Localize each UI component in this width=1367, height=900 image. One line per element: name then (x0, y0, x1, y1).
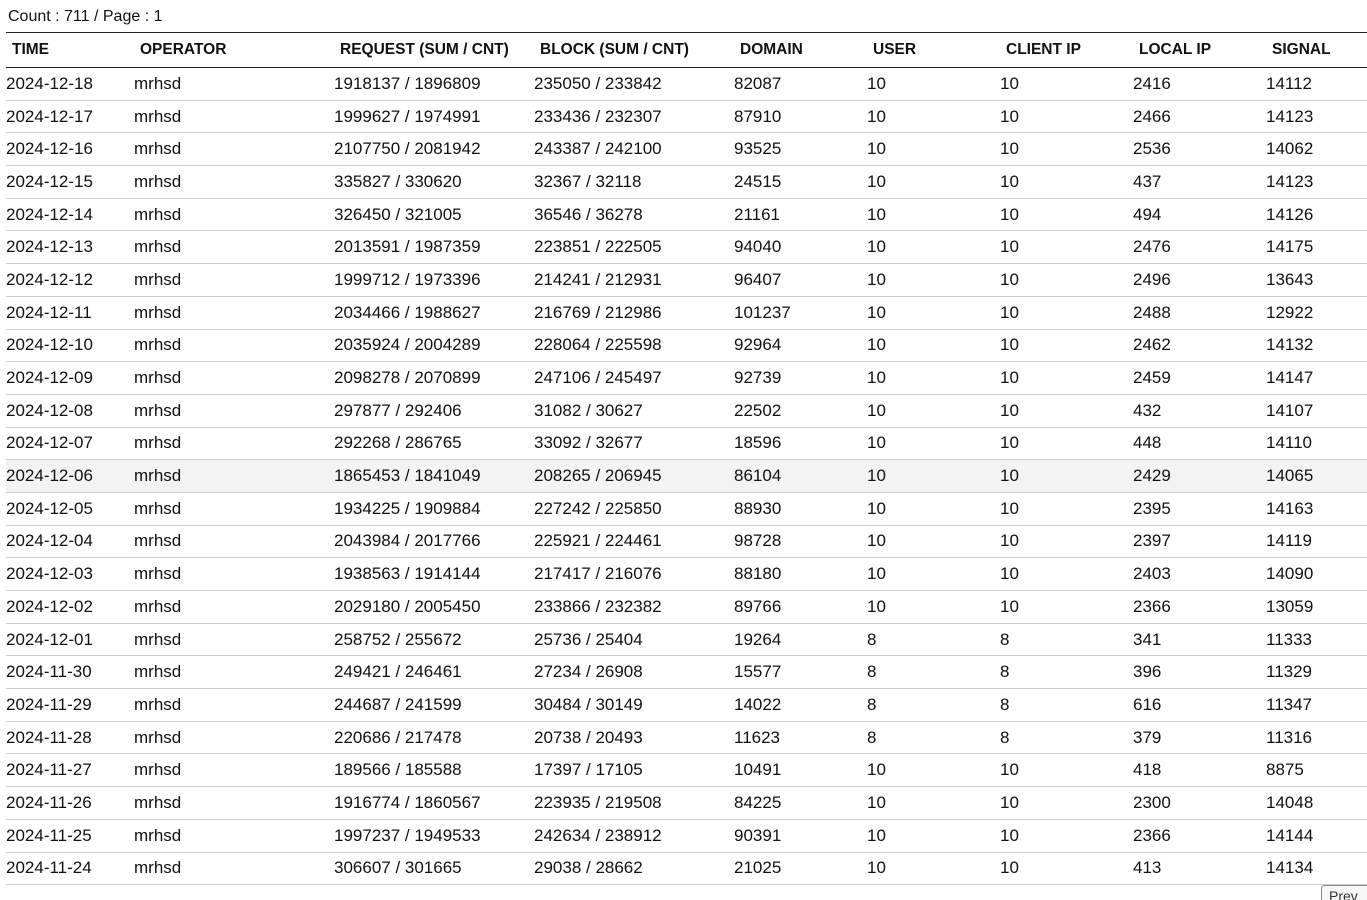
cell-block: 216769 / 212986 (534, 296, 734, 329)
cell-domain: 11623 (734, 721, 867, 754)
cell-time: 2024-11-26 (6, 787, 134, 820)
cell-client-ip: 10 (1000, 558, 1133, 591)
cell-block: 243387 / 242100 (534, 133, 734, 166)
cell-local-ip: 2403 (1133, 558, 1266, 591)
cell-local-ip: 432 (1133, 394, 1266, 427)
col-header-local-ip[interactable]: LOCAL IP (1133, 33, 1266, 68)
cell-client-ip: 10 (1000, 427, 1133, 460)
cell-time: 2024-11-29 (6, 689, 134, 722)
cell-operator: mrhsd (134, 133, 334, 166)
cell-signal: 14112 (1266, 68, 1367, 101)
cell-domain: 15577 (734, 656, 867, 689)
col-header-user[interactable]: USER (867, 33, 1000, 68)
cell-client-ip: 10 (1000, 329, 1133, 362)
cell-request: 258752 / 255672 (334, 623, 534, 656)
cell-request: 306607 / 301665 (334, 852, 534, 885)
cell-domain: 21025 (734, 852, 867, 885)
cell-signal: 14123 (1266, 166, 1367, 199)
cell-time: 2024-12-16 (6, 133, 134, 166)
cell-user: 8 (867, 623, 1000, 656)
cell-block: 247106 / 245497 (534, 362, 734, 395)
table-row[interactable] (6, 689, 1367, 722)
cell-time: 2024-12-06 (6, 460, 134, 493)
cell-operator: mrhsd (134, 296, 334, 329)
table-row[interactable] (6, 787, 1367, 820)
cell-operator: mrhsd (134, 264, 334, 297)
cell-client-ip: 10 (1000, 198, 1133, 231)
cell-signal: 14134 (1266, 852, 1367, 885)
cell-block: 223935 / 219508 (534, 787, 734, 820)
table-row[interactable] (6, 558, 1367, 591)
cell-client-ip: 10 (1000, 264, 1133, 297)
cell-time: 2024-12-13 (6, 231, 134, 264)
cell-signal: 12922 (1266, 296, 1367, 329)
table-row[interactable] (6, 264, 1367, 297)
cell-client-ip: 10 (1000, 787, 1133, 820)
daily-stats-table (6, 32, 1367, 885)
table-row[interactable] (6, 591, 1367, 624)
cell-user: 10 (867, 133, 1000, 166)
cell-client-ip: 10 (1000, 296, 1133, 329)
cell-time: 2024-12-10 (6, 329, 134, 362)
cell-client-ip: 10 (1000, 819, 1133, 852)
cell-user: 10 (867, 460, 1000, 493)
cell-user: 10 (867, 819, 1000, 852)
cell-request: 2013591 / 1987359 (334, 231, 534, 264)
cell-local-ip: 2488 (1133, 296, 1266, 329)
cell-signal: 14175 (1266, 231, 1367, 264)
cell-local-ip: 418 (1133, 754, 1266, 787)
cell-time: 2024-12-11 (6, 296, 134, 329)
cell-signal: 14132 (1266, 329, 1367, 362)
cell-user: 10 (867, 394, 1000, 427)
col-header-operator[interactable]: OPERATOR (134, 33, 334, 68)
cell-domain: 82087 (734, 68, 867, 101)
col-header-client-ip[interactable]: CLIENT IP (1000, 33, 1133, 68)
table-row[interactable] (6, 362, 1367, 395)
table-row[interactable] (6, 231, 1367, 264)
col-header-block[interactable]: BLOCK (SUM / CNT) (534, 33, 734, 68)
cell-request: 297877 / 292406 (334, 394, 534, 427)
cell-user: 10 (867, 558, 1000, 591)
cell-signal: 14065 (1266, 460, 1367, 493)
cell-block: 208265 / 206945 (534, 460, 734, 493)
cell-request: 2107750 / 2081942 (334, 133, 534, 166)
cell-signal: 11329 (1266, 656, 1367, 689)
cell-client-ip: 10 (1000, 362, 1133, 395)
cell-signal: 13059 (1266, 591, 1367, 624)
cell-time: 2024-11-24 (6, 852, 134, 885)
cell-client-ip: 8 (1000, 623, 1133, 656)
cell-signal: 14119 (1266, 525, 1367, 558)
cell-user: 8 (867, 689, 1000, 722)
cell-domain: 22502 (734, 394, 867, 427)
cell-operator: mrhsd (134, 852, 334, 885)
cell-operator: mrhsd (134, 591, 334, 624)
cell-signal: 8875 (1266, 754, 1367, 787)
cell-signal: 14163 (1266, 492, 1367, 525)
cell-domain: 14022 (734, 689, 867, 722)
cell-domain: 89766 (734, 591, 867, 624)
cell-time: 2024-12-12 (6, 264, 134, 297)
cell-client-ip: 10 (1000, 68, 1133, 101)
cell-time: 2024-12-05 (6, 492, 134, 525)
cell-operator: mrhsd (134, 362, 334, 395)
cell-block: 223851 / 222505 (534, 231, 734, 264)
cell-user: 10 (867, 427, 1000, 460)
cell-operator: mrhsd (134, 689, 334, 722)
cell-time: 2024-11-25 (6, 819, 134, 852)
cell-user: 8 (867, 721, 1000, 754)
cell-user: 10 (867, 100, 1000, 133)
table-row[interactable] (6, 133, 1367, 166)
cell-request: 244687 / 241599 (334, 689, 534, 722)
cell-block: 30484 / 30149 (534, 689, 734, 722)
cell-local-ip: 2397 (1133, 525, 1266, 558)
cell-local-ip: 2429 (1133, 460, 1266, 493)
cell-time: 2024-12-09 (6, 362, 134, 395)
cell-signal: 14107 (1266, 394, 1367, 427)
cell-signal: 14048 (1266, 787, 1367, 820)
table-row[interactable] (6, 100, 1367, 133)
cell-block: 36546 / 36278 (534, 198, 734, 231)
cell-block: 242634 / 238912 (534, 819, 734, 852)
cell-request: 1934225 / 1909884 (334, 492, 534, 525)
cell-block: 225921 / 224461 (534, 525, 734, 558)
table-row[interactable] (6, 296, 1367, 329)
table-row[interactable] (6, 394, 1367, 427)
cell-domain: 101237 (734, 296, 867, 329)
cell-client-ip: 10 (1000, 231, 1133, 264)
col-header-time[interactable]: TIME (6, 33, 134, 68)
cell-local-ip: 2466 (1133, 100, 1266, 133)
cell-operator: mrhsd (134, 460, 334, 493)
cell-local-ip: 2366 (1133, 591, 1266, 624)
cell-signal: 14147 (1266, 362, 1367, 395)
cell-user: 10 (867, 296, 1000, 329)
cell-client-ip: 10 (1000, 133, 1133, 166)
table-row[interactable] (6, 819, 1367, 852)
cell-user: 10 (867, 231, 1000, 264)
cell-user: 10 (867, 362, 1000, 395)
cell-user: 10 (867, 198, 1000, 231)
cell-domain: 98728 (734, 525, 867, 558)
cell-user: 10 (867, 166, 1000, 199)
cell-block: 25736 / 25404 (534, 623, 734, 656)
cell-time: 2024-12-17 (6, 100, 134, 133)
cell-operator: mrhsd (134, 166, 334, 199)
cell-domain: 10491 (734, 754, 867, 787)
cell-domain: 94040 (734, 231, 867, 264)
cell-local-ip: 2496 (1133, 264, 1266, 297)
cell-domain: 88930 (734, 492, 867, 525)
table-row[interactable] (6, 754, 1367, 787)
table-row[interactable] (6, 721, 1367, 754)
cell-block: 32367 / 32118 (534, 166, 734, 199)
cell-request: 1938563 / 1914144 (334, 558, 534, 591)
cell-operator: mrhsd (134, 819, 334, 852)
table-header-row (6, 33, 1367, 68)
cell-domain: 92739 (734, 362, 867, 395)
count-summary: Count : 711 / Page : 1 (8, 8, 163, 25)
cell-signal: 11316 (1266, 721, 1367, 754)
cell-request: 1999627 / 1974991 (334, 100, 534, 133)
cell-time: 2024-12-08 (6, 394, 134, 427)
cell-request: 220686 / 217478 (334, 721, 534, 754)
cell-domain: 90391 (734, 819, 867, 852)
cell-block: 17397 / 17105 (534, 754, 734, 787)
cell-operator: mrhsd (134, 68, 334, 101)
cell-user: 10 (867, 492, 1000, 525)
cell-client-ip: 10 (1000, 492, 1133, 525)
cell-time: 2024-12-14 (6, 198, 134, 231)
cell-request: 2029180 / 2005450 (334, 591, 534, 624)
table-row[interactable] (6, 492, 1367, 525)
cell-signal: 14090 (1266, 558, 1367, 591)
cell-operator: mrhsd (134, 427, 334, 460)
cell-domain: 84225 (734, 787, 867, 820)
cell-operator: mrhsd (134, 721, 334, 754)
cell-operator: mrhsd (134, 198, 334, 231)
cell-user: 10 (867, 852, 1000, 885)
col-header-request[interactable]: REQUEST (SUM / CNT) (334, 33, 534, 68)
cell-signal: 11333 (1266, 623, 1367, 656)
cell-block: 33092 / 32677 (534, 427, 734, 460)
cell-domain: 18596 (734, 427, 867, 460)
cell-client-ip: 10 (1000, 166, 1133, 199)
cell-request: 2098278 / 2070899 (334, 362, 534, 395)
table-row[interactable] (6, 623, 1367, 656)
cell-time: 2024-11-30 (6, 656, 134, 689)
cell-client-ip: 10 (1000, 460, 1133, 493)
table-row[interactable] (6, 656, 1367, 689)
cell-local-ip: 341 (1133, 623, 1266, 656)
cell-user: 10 (867, 525, 1000, 558)
cell-client-ip: 10 (1000, 852, 1133, 885)
cell-request: 2035924 / 2004289 (334, 329, 534, 362)
cell-local-ip: 2476 (1133, 231, 1266, 264)
cell-request: 1918137 / 1896809 (334, 68, 534, 101)
cell-user: 8 (867, 656, 1000, 689)
table-body (6, 68, 1367, 885)
cell-operator: mrhsd (134, 492, 334, 525)
cell-domain: 24515 (734, 166, 867, 199)
cell-local-ip: 2366 (1133, 819, 1266, 852)
cell-operator: mrhsd (134, 231, 334, 264)
cell-local-ip: 413 (1133, 852, 1266, 885)
table-row[interactable] (6, 329, 1367, 362)
col-header-domain[interactable]: DOMAIN (734, 33, 867, 68)
cell-request: 2043984 / 2017766 (334, 525, 534, 558)
cell-time: 2024-12-02 (6, 591, 134, 624)
cell-signal: 14110 (1266, 427, 1367, 460)
cell-user: 10 (867, 68, 1000, 101)
cell-operator: mrhsd (134, 329, 334, 362)
cell-request: 189566 / 185588 (334, 754, 534, 787)
cell-time: 2024-12-04 (6, 525, 134, 558)
cell-request: 1865453 / 1841049 (334, 460, 534, 493)
table-row[interactable] (6, 427, 1367, 460)
cell-signal: 14144 (1266, 819, 1367, 852)
cell-signal: 14123 (1266, 100, 1367, 133)
cell-request: 1999712 / 1973396 (334, 264, 534, 297)
cell-operator: mrhsd (134, 100, 334, 133)
cell-user: 10 (867, 787, 1000, 820)
cell-request: 1916774 / 1860567 (334, 787, 534, 820)
cell-domain: 87910 (734, 100, 867, 133)
cell-block: 235050 / 233842 (534, 68, 734, 101)
cell-block: 217417 / 216076 (534, 558, 734, 591)
cell-operator: mrhsd (134, 787, 334, 820)
cell-operator: mrhsd (134, 394, 334, 427)
cell-domain: 19264 (734, 623, 867, 656)
cell-time: 2024-11-27 (6, 754, 134, 787)
cell-signal: 13643 (1266, 264, 1367, 297)
table-row[interactable] (6, 166, 1367, 199)
cell-client-ip: 10 (1000, 591, 1133, 624)
cell-block: 31082 / 30627 (534, 394, 734, 427)
cell-client-ip: 10 (1000, 100, 1133, 133)
col-header-signal[interactable]: SIGNAL (1266, 33, 1367, 68)
cell-client-ip: 8 (1000, 656, 1133, 689)
cell-client-ip: 8 (1000, 689, 1133, 722)
cell-local-ip: 448 (1133, 427, 1266, 460)
cell-domain: 92964 (734, 329, 867, 362)
table-row[interactable] (6, 525, 1367, 558)
table-row[interactable] (6, 68, 1367, 101)
table-row[interactable] (6, 460, 1367, 493)
cell-request: 326450 / 321005 (334, 198, 534, 231)
cell-request: 335827 / 330620 (334, 166, 534, 199)
cell-domain: 96407 (734, 264, 867, 297)
cell-local-ip: 379 (1133, 721, 1266, 754)
cell-local-ip: 2416 (1133, 68, 1266, 101)
cell-local-ip: 437 (1133, 166, 1266, 199)
cell-local-ip: 2300 (1133, 787, 1266, 820)
table-row[interactable] (6, 852, 1367, 885)
cell-time: 2024-12-15 (6, 166, 134, 199)
cell-time: 2024-12-03 (6, 558, 134, 591)
cell-block: 29038 / 28662 (534, 852, 734, 885)
cell-local-ip: 396 (1133, 656, 1266, 689)
cell-time: 2024-11-28 (6, 721, 134, 754)
cell-user: 10 (867, 329, 1000, 362)
cell-local-ip: 494 (1133, 198, 1266, 231)
cell-local-ip: 616 (1133, 689, 1266, 722)
cell-operator: mrhsd (134, 558, 334, 591)
cell-domain: 88180 (734, 558, 867, 591)
cell-client-ip: 10 (1000, 754, 1133, 787)
cell-signal: 14062 (1266, 133, 1367, 166)
cell-user: 10 (867, 264, 1000, 297)
cell-request: 2034466 / 1988627 (334, 296, 534, 329)
cell-domain: 21161 (734, 198, 867, 231)
cell-block: 228064 / 225598 (534, 329, 734, 362)
cell-client-ip: 10 (1000, 525, 1133, 558)
cell-block: 227242 / 225850 (534, 492, 734, 525)
cell-time: 2024-12-18 (6, 68, 134, 101)
cell-local-ip: 2459 (1133, 362, 1266, 395)
cell-request: 249421 / 246461 (334, 656, 534, 689)
cell-operator: mrhsd (134, 754, 334, 787)
cell-signal: 14126 (1266, 198, 1367, 231)
cell-block: 233436 / 232307 (534, 100, 734, 133)
cell-local-ip: 2395 (1133, 492, 1266, 525)
cell-time: 2024-12-07 (6, 427, 134, 460)
cell-block: 27234 / 26908 (534, 656, 734, 689)
cell-user: 10 (867, 754, 1000, 787)
cell-local-ip: 2462 (1133, 329, 1266, 362)
cell-operator: mrhsd (134, 623, 334, 656)
cell-domain: 93525 (734, 133, 867, 166)
cell-client-ip: 10 (1000, 394, 1133, 427)
cell-time: 2024-12-01 (6, 623, 134, 656)
cell-local-ip: 2536 (1133, 133, 1266, 166)
cell-signal: 11347 (1266, 689, 1367, 722)
cell-domain: 86104 (734, 460, 867, 493)
cell-block: 233866 / 232382 (534, 591, 734, 624)
cell-block: 214241 / 212931 (534, 264, 734, 297)
cell-client-ip: 8 (1000, 721, 1133, 754)
cell-request: 292268 / 286765 (334, 427, 534, 460)
cell-operator: mrhsd (134, 525, 334, 558)
cell-user: 10 (867, 591, 1000, 624)
cell-operator: mrhsd (134, 656, 334, 689)
table-row[interactable] (6, 198, 1367, 231)
cell-request: 1997237 / 1949533 (334, 819, 534, 852)
cell-block: 20738 / 20493 (534, 721, 734, 754)
prev-page-button[interactable]: Prev (1321, 885, 1367, 900)
